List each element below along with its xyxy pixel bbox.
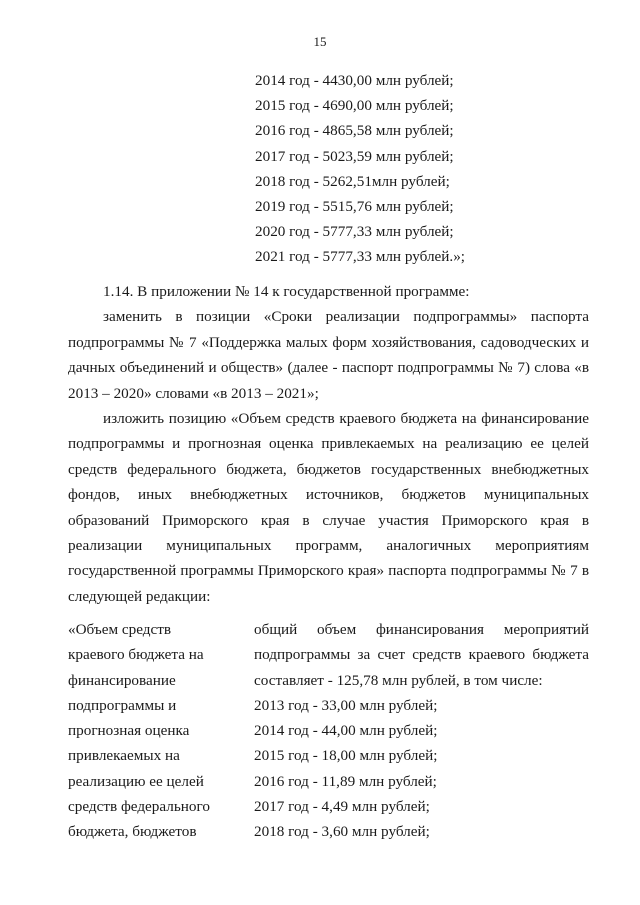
- document-body: [68, 279, 589, 609]
- table-right-cell: 2017 год - 4,49 млн рублей;: [254, 798, 430, 816]
- year-list-item: 2018 год - 5262,51млн рублей;: [255, 172, 450, 190]
- year-list-item: 2014 год - 4430,00 млн рублей;: [255, 72, 454, 89]
- table-row: [68, 769, 589, 794]
- table-right-cell: 2018 год - 3,60 млн рублей;: [254, 823, 430, 841]
- table-right-cell: составляет - 125,78 млн рублей, в том числе:: [254, 671, 543, 689]
- table-left-cell: привлекаемых на: [68, 747, 180, 765]
- table-right-cell: подпрограммы за счет средств краевого бюджета: [254, 646, 589, 664]
- passport-position-table: [68, 617, 589, 845]
- set-paragraph-body: подпрограммы и прогнозная оценка привлекаемых на реализацию ее целей средств федерального бюджета, бюджетов государственных внебюджетных фондов, иных внебюджетных источников, бюджетов муниципальных образований Приморского края в случае участия Приморского края в реализации муниципальных программ, аналогичных мероприятиям государственной программы Приморского края» паспорта подпрограммы № 7 в следующей редакции:: [68, 435, 589, 605]
- table-left-cell: «Объем средств: [68, 621, 172, 638]
- year-list-item: 2016 год - 4865,58 млн рублей;: [255, 122, 454, 140]
- table-right-cell: 2014 год - 44,00 млн рублей;: [254, 722, 438, 740]
- table-row: [68, 743, 589, 768]
- year-list-item: 2019 год - 5515,76 млн рублей;: [255, 197, 454, 215]
- table-left-cell: краевого бюджета на: [68, 646, 204, 664]
- table-left-cell: подпрограммы и: [68, 696, 177, 714]
- table-right-cell: 2015 год - 18,00 млн рублей;: [254, 747, 438, 765]
- table-row: [68, 617, 589, 642]
- table-right-cell: общий объем финансирования мероприятий: [254, 621, 589, 638]
- table-right-cell: 2016 год - 11,89 млн рублей;: [254, 772, 437, 790]
- table-left-cell: финансирование: [68, 671, 176, 689]
- year-funding-list: [255, 68, 465, 270]
- table-row: [68, 819, 589, 844]
- item-1-14-heading: 1.14. В приложении № 14 к государственной программе:: [103, 283, 470, 300]
- table-row: [68, 642, 589, 667]
- year-list-item: 2020 год - 5777,33 млн рублей;: [255, 223, 454, 241]
- table-left-cell: бюджета, бюджетов: [68, 823, 197, 841]
- year-list-item: 2017 год - 5023,59 млн рублей;: [255, 147, 454, 165]
- table-left-cell: прогнозная оценка: [68, 722, 190, 740]
- table-left-cell: реализацию ее целей: [68, 772, 204, 790]
- page-number: 15: [313, 34, 327, 49]
- table-row: [68, 794, 589, 819]
- table-row: [68, 718, 589, 743]
- set-paragraph-intro: изложить позицию «Объем средств краевого бюджета на финансирование: [103, 410, 589, 428]
- table-left-cell: средств федерального: [68, 798, 210, 816]
- table-row: [68, 668, 589, 693]
- table-right-cell: 2013 год - 33,00 млн рублей;: [254, 696, 438, 714]
- replace-paragraph-intro: заменить в позиции «Сроки реализации подпрограммы» паспорта: [103, 308, 589, 326]
- replace-paragraph-body: подпрограммы № 7 «Поддержка малых форм хозяйствования, садоводческих и дачных объединений и обществ» (далее - паспорт подпрограммы № 7) слова «в 2013 – 2020» словами «в 2013 – 2021»;: [68, 333, 589, 402]
- year-list-item: 2015 год - 4690,00 млн рублей;: [255, 97, 454, 115]
- year-list-item: 2021 год - 5777,33 млн рублей.»;: [255, 248, 466, 266]
- table-row: [68, 693, 589, 718]
